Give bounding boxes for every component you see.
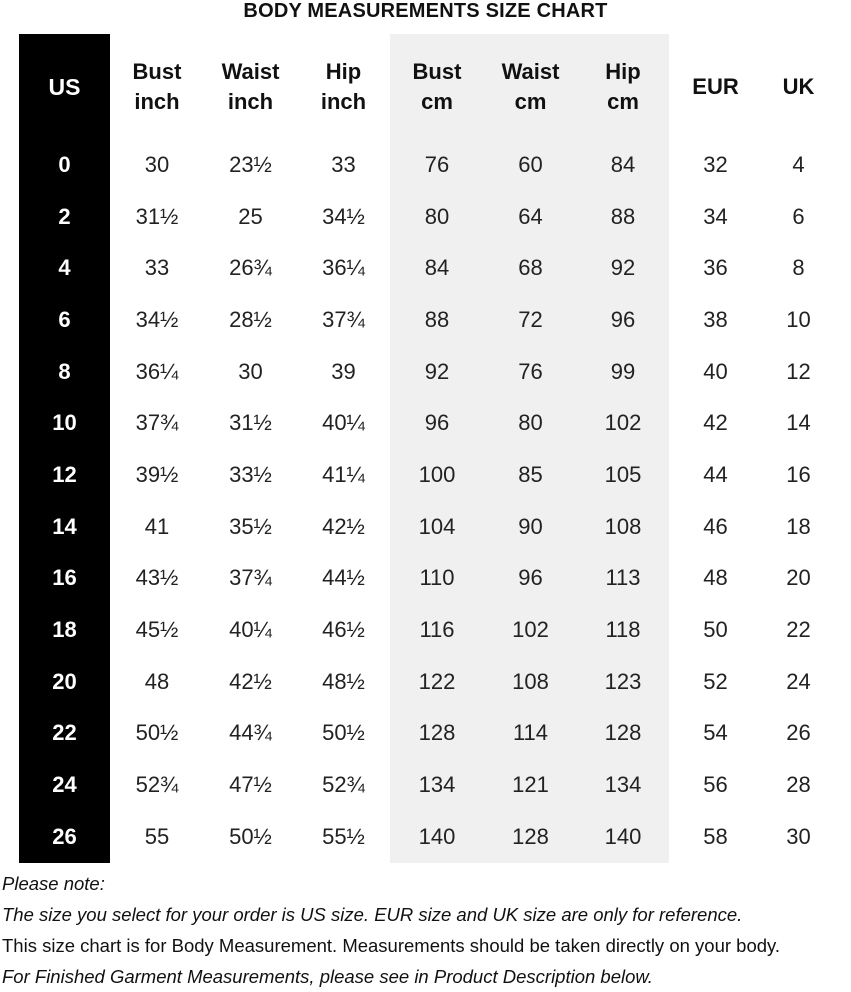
cell-us: 0 — [58, 151, 71, 177]
header-label: Hip — [605, 58, 641, 84]
header-uk — [762, 34, 835, 139]
header-unit: cm — [514, 88, 547, 114]
cell-waist-cm: 60 — [518, 151, 543, 177]
cell-us: 10 — [52, 410, 77, 436]
header-label: Hip — [325, 58, 362, 84]
cell-hip-cm: 118 — [605, 617, 641, 643]
table-row — [19, 346, 835, 398]
header-label: UK — [782, 73, 815, 99]
table-row — [19, 191, 835, 243]
cell-bust-inch: 33 — [144, 255, 170, 281]
header-label: Waist — [221, 58, 280, 84]
cell-hip-inch: 39 — [331, 358, 356, 384]
cell-eur: 50 — [703, 617, 728, 643]
cell-bust-cm: 140 — [418, 823, 456, 849]
cell-bust-cm: 100 — [418, 461, 456, 487]
cell-hip-cm: 128 — [604, 720, 642, 746]
header-bust-cm — [390, 34, 484, 139]
cell-bust-inch: 43½ — [135, 565, 179, 591]
cell-hip-inch: 52¾ — [322, 772, 365, 798]
cell-waist-inch: 44¾ — [229, 720, 272, 746]
table-row — [19, 708, 835, 760]
header-unit: inch — [227, 88, 274, 114]
cell-bust-cm: 92 — [424, 358, 450, 384]
cell-hip-cm: 102 — [604, 410, 642, 436]
cell-eur: 56 — [703, 772, 728, 798]
cell-hip-inch: 44½ — [322, 565, 365, 591]
cell-uk: 30 — [786, 823, 811, 849]
table-row — [19, 759, 835, 811]
cell-bust-inch: 55 — [144, 823, 170, 849]
cell-us: 8 — [58, 358, 71, 384]
cell-hip-cm: 123 — [604, 668, 642, 694]
table-row — [19, 604, 835, 656]
note-us-size: The size you select for your order is US size. EUR size and UK size are only for reference. — [2, 904, 743, 925]
cell-bust-cm: 122 — [418, 668, 456, 694]
header-unit: cm — [421, 88, 453, 114]
cell-waist-cm: 72 — [518, 306, 543, 332]
cell-waist-cm: 90 — [518, 513, 543, 539]
cell-waist-cm: 96 — [518, 565, 543, 591]
cell-uk: 10 — [786, 306, 811, 332]
cell-hip-cm: 105 — [604, 461, 642, 487]
cell-eur: 36 — [703, 255, 728, 281]
cell-uk: 16 — [786, 461, 811, 487]
cell-hip-cm: 88 — [610, 203, 636, 229]
table-row — [19, 656, 835, 708]
cell-us: 6 — [58, 306, 71, 332]
header-row — [19, 34, 835, 139]
cell-bust-cm: 84 — [424, 255, 450, 281]
header-unit: inch — [320, 88, 367, 114]
cell-eur: 52 — [703, 668, 728, 694]
header-label: EUR — [692, 73, 739, 99]
cell-waist-inch: 31½ — [229, 410, 272, 436]
cell-bust-cm: 88 — [424, 306, 450, 332]
header-label: Waist — [501, 58, 560, 84]
cell-uk: 6 — [792, 203, 805, 229]
table-row — [19, 139, 835, 191]
cell-eur: 44 — [703, 461, 728, 487]
cell-bust-inch: 52¾ — [135, 772, 179, 798]
table-row — [19, 811, 835, 863]
cell-bust-inch: 31½ — [135, 203, 179, 229]
cell-bust-cm: 110 — [419, 565, 455, 591]
cell-us: 24 — [52, 772, 77, 798]
cell-bust-cm: 80 — [424, 203, 450, 229]
header-us — [19, 34, 110, 139]
table-row — [19, 294, 835, 346]
cell-eur: 46 — [703, 513, 728, 539]
cell-us: 14 — [52, 513, 77, 539]
cell-uk: 28 — [786, 772, 811, 798]
cell-waist-inch: 23½ — [229, 151, 272, 177]
cell-waist-cm: 108 — [512, 668, 549, 694]
cell-waist-cm: 80 — [518, 410, 543, 436]
cell-bust-inch: 37¾ — [135, 410, 179, 436]
cell-hip-inch: 55½ — [322, 823, 365, 849]
table-row — [19, 553, 835, 605]
header-label: Bust — [132, 58, 182, 84]
cell-hip-cm: 92 — [610, 255, 636, 281]
cell-us: 22 — [52, 720, 77, 746]
cell-uk: 20 — [786, 565, 811, 591]
cell-waist-cm: 114 — [512, 720, 549, 746]
cell-hip-cm: 99 — [610, 358, 636, 384]
notes-section — [2, 868, 851, 992]
chart-title: BODY MEASUREMENTS SIZE CHART — [243, 0, 608, 22]
cell-waist-cm: 76 — [518, 358, 543, 384]
cell-hip-cm: 113 — [605, 565, 641, 591]
cell-us: 4 — [58, 255, 71, 281]
cell-waist-inch: 42½ — [229, 668, 272, 694]
cell-bust-inch: 30 — [144, 151, 170, 177]
header-eur — [669, 34, 762, 139]
cell-hip-cm: 96 — [610, 306, 636, 332]
cell-waist-cm: 128 — [512, 823, 549, 849]
cell-eur: 34 — [703, 203, 728, 229]
cell-hip-inch: 48½ — [322, 668, 365, 694]
table-row — [19, 397, 835, 449]
cell-waist-inch: 33½ — [229, 461, 272, 487]
cell-hip-inch: 41¼ — [322, 461, 365, 487]
header-label: US — [48, 73, 81, 100]
cell-us: 26 — [52, 823, 77, 849]
table-row — [19, 242, 835, 294]
cell-hip-inch: 37¾ — [322, 306, 365, 332]
cell-eur: 32 — [703, 151, 728, 177]
note-body-measurement: This size chart is for Body Measurement. Measurements should be taken directly on your body. — [2, 935, 781, 956]
note-garment-measurements: For Finished Garment Measurements, please see in Product Description below. — [2, 966, 653, 987]
cell-hip-inch: 36¼ — [322, 255, 365, 281]
cell-hip-cm: 84 — [610, 151, 636, 177]
table-row — [19, 501, 835, 553]
cell-bust-inch: 34½ — [135, 306, 179, 332]
cell-uk: 24 — [786, 668, 811, 694]
cell-us: 18 — [52, 617, 77, 643]
cell-waist-inch: 26¾ — [229, 255, 272, 281]
header-label: Bust — [412, 58, 462, 84]
cell-eur: 48 — [703, 565, 728, 591]
cell-waist-cm: 102 — [512, 617, 549, 643]
cell-waist-inch: 40¼ — [229, 617, 272, 643]
cell-hip-inch: 40¼ — [322, 410, 365, 436]
cell-bust-inch: 39½ — [135, 461, 179, 487]
cell-waist-inch: 28½ — [229, 306, 272, 332]
cell-waist-inch: 50½ — [229, 823, 272, 849]
cell-us: 20 — [52, 668, 77, 694]
cell-us: 16 — [52, 565, 77, 591]
header-waist-inch — [204, 34, 297, 139]
cell-eur: 38 — [703, 306, 728, 332]
header-bust-inch — [110, 34, 204, 139]
header-hip-inch — [297, 34, 390, 139]
cell-eur: 58 — [703, 823, 728, 849]
cell-hip-inch: 50½ — [322, 720, 365, 746]
cell-bust-inch: 36¼ — [135, 358, 179, 384]
cell-hip-inch: 33 — [331, 151, 356, 177]
cell-hip-cm: 108 — [604, 513, 642, 539]
cell-uk: 4 — [792, 151, 805, 177]
cell-waist-inch: 37¾ — [229, 565, 272, 591]
cell-uk: 12 — [786, 358, 811, 384]
cell-uk: 18 — [786, 513, 811, 539]
cell-waist-inch: 35½ — [229, 513, 272, 539]
cell-hip-inch: 46½ — [322, 617, 365, 643]
cell-uk: 22 — [786, 617, 811, 643]
cell-eur: 42 — [703, 410, 728, 436]
cell-bust-cm: 96 — [424, 410, 450, 436]
cell-us: 12 — [52, 461, 77, 487]
header-hip-cm — [577, 34, 669, 139]
cell-bust-cm: 134 — [418, 772, 456, 798]
cell-bust-cm: 104 — [418, 513, 456, 539]
cell-waist-inch: 25 — [238, 203, 263, 229]
cell-eur: 40 — [703, 358, 728, 384]
cell-waist-cm: 64 — [518, 203, 543, 229]
cell-bust-inch: 50½ — [135, 720, 179, 746]
cell-bust-inch: 41 — [144, 513, 170, 539]
cell-hip-inch: 34½ — [322, 203, 365, 229]
cell-hip-cm: 134 — [604, 772, 642, 798]
cell-bust-inch: 48 — [144, 668, 170, 694]
table-row — [19, 449, 835, 501]
size-chart-table — [19, 34, 835, 863]
cell-uk: 8 — [792, 255, 805, 281]
cell-waist-inch: 47½ — [229, 772, 272, 798]
cell-waist-inch: 30 — [238, 358, 263, 384]
cell-uk: 26 — [786, 720, 811, 746]
cell-hip-cm: 140 — [604, 823, 642, 849]
cell-us: 2 — [58, 203, 71, 229]
note-heading: Please note: — [2, 873, 105, 894]
cell-eur: 54 — [703, 720, 728, 746]
cell-waist-cm: 85 — [518, 461, 543, 487]
header-waist-cm — [484, 34, 577, 139]
cell-bust-cm: 128 — [418, 720, 456, 746]
cell-waist-cm: 68 — [518, 255, 543, 281]
header-unit: inch — [134, 88, 180, 114]
table-body — [19, 139, 835, 863]
cell-bust-cm: 116 — [419, 617, 455, 643]
cell-bust-cm: 76 — [424, 151, 450, 177]
cell-hip-inch: 42½ — [322, 513, 365, 539]
cell-uk: 14 — [786, 410, 811, 436]
cell-waist-cm: 121 — [512, 772, 549, 798]
header-unit: cm — [607, 88, 639, 114]
cell-bust-inch: 45½ — [135, 617, 179, 643]
